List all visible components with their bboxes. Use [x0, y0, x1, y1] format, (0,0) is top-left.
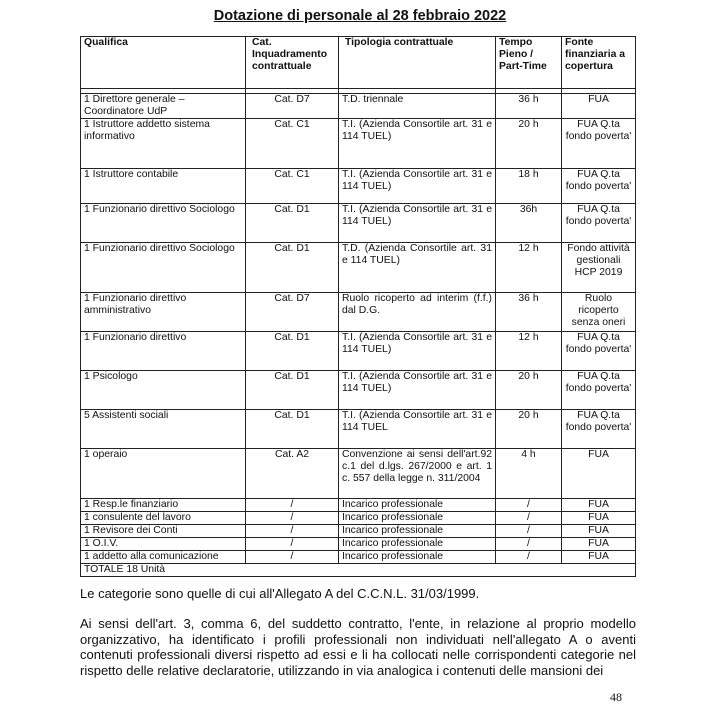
cell-fonte: FUA: [562, 94, 636, 119]
cell-fonte: FUA: [562, 512, 636, 525]
cell-tempo: 4 h: [496, 449, 562, 499]
table-row: [81, 94, 636, 119]
cell-tipologia: T.I. (Azienda Consortile art. 31 e 114 TUEL: [339, 410, 496, 449]
cell-categoria: Cat. C1: [246, 169, 339, 204]
table-row: [81, 449, 636, 499]
header-fonte: Fonte finanziaria a copertura: [562, 37, 636, 89]
table-row: [81, 119, 636, 169]
cell-tempo: /: [496, 512, 562, 525]
cell-categoria: Cat. A2: [246, 449, 339, 499]
cell-tipologia: T.I. (Azienda Consortile art. 31 e 114 TUEL): [339, 119, 496, 169]
cell-qualifica: 1 Psicologo: [81, 371, 246, 410]
cell-fonte: Ruolo ricoperto senza oneri: [562, 293, 636, 332]
cell-fonte: FUA Q.ta fondo poverta': [562, 119, 636, 169]
page-title: Dotazione di personale al 28 febbraio 2022: [213, 8, 507, 24]
total-cell: TOTALE 18 Unità: [81, 564, 636, 577]
cell-categoria: Cat. D7: [246, 293, 339, 332]
cell-tipologia: Incarico professionale: [339, 551, 496, 564]
table-row: [81, 525, 636, 538]
cell-fonte: FUA Q.ta fondo poverta': [562, 204, 636, 243]
header-categoria: Cat. Inquadramento contrattuale: [246, 37, 339, 89]
table-row: [81, 499, 636, 512]
cell-tempo: /: [496, 551, 562, 564]
cell-categoria: /: [246, 538, 339, 551]
cell-tempo: 36h: [496, 204, 562, 243]
header-tipologia: Tipologia contrattuale: [339, 37, 496, 89]
cell-tempo: /: [496, 538, 562, 551]
cell-tipologia: T.I. (Azienda Consortile art. 31 e 114 TUEL): [339, 332, 496, 371]
header-tempo: Tempo Pieno / Part-Time: [496, 37, 562, 89]
cell-qualifica: 1 O.I.V.: [81, 538, 246, 551]
cell-qualifica: 1 addetto alla comunicazione: [81, 551, 246, 564]
cell-fonte: FUA Q.ta fondo poverta': [562, 410, 636, 449]
page-number: 48: [610, 690, 622, 704]
cell-qualifica: 1 Direttore generale – Coordinatore UdP: [81, 94, 246, 119]
cell-categoria: Cat. C1: [246, 119, 339, 169]
cell-tempo: /: [496, 525, 562, 538]
cell-fonte: FUA Q.ta fondo poverta': [562, 371, 636, 410]
cell-fonte: FUA: [562, 449, 636, 499]
cell-qualifica: 1 operaio: [81, 449, 246, 499]
table-total-row: [81, 564, 636, 577]
cell-tipologia: T.I. (Azienda Consortile art. 31 e 114 TUEL): [339, 204, 496, 243]
cell-qualifica: 1 Revisore dei Conti: [81, 525, 246, 538]
table-header-row: [81, 37, 636, 89]
cell-tempo: 12 h: [496, 243, 562, 293]
cell-qualifica: 1 Funzionario direttivo Sociologo: [81, 243, 246, 293]
cell-fonte: FUA Q.ta fondo poverta': [562, 332, 636, 371]
cell-qualifica: 1 Funzionario direttivo amministrativo: [81, 293, 246, 332]
cell-qualifica: 1 Istruttore addetto sistema informativo: [81, 119, 246, 169]
cell-tempo: 20 h: [496, 410, 562, 449]
cell-categoria: /: [246, 551, 339, 564]
cell-fonte: FUA: [562, 538, 636, 551]
cell-tempo: 36 h: [496, 94, 562, 119]
cell-categoria: Cat. D1: [246, 410, 339, 449]
cell-categoria: Cat. D1: [246, 243, 339, 293]
cell-fonte: FUA: [562, 551, 636, 564]
cell-tempo: 20 h: [496, 119, 562, 169]
cell-fonte: FUA: [562, 499, 636, 512]
table-row: [81, 243, 636, 293]
cell-qualifica: 1 Funzionario direttivo Sociologo: [81, 204, 246, 243]
cell-qualifica: 1 Resp.le finanziario: [81, 499, 246, 512]
cell-tipologia: T.D. (Azienda Consortile art. 31 e 114 TUEL): [339, 243, 496, 293]
table-row: [81, 204, 636, 243]
cell-categoria: Cat. D1: [246, 332, 339, 371]
cell-categoria: /: [246, 512, 339, 525]
cell-tipologia: Convenzione ai sensi dell'art.92 c.1 del d.lgs. 267/2000 e art. 1 c. 557 della legge n. 311/2004: [339, 449, 496, 499]
table-row: [81, 332, 636, 371]
cell-qualifica: 1 Funzionario direttivo: [81, 332, 246, 371]
cell-tipologia: Incarico professionale: [339, 512, 496, 525]
cell-categoria: /: [246, 499, 339, 512]
cell-fonte: FUA: [562, 525, 636, 538]
cell-tempo: 20 h: [496, 371, 562, 410]
cell-tempo: 18 h: [496, 169, 562, 204]
cell-fonte: Fondo attività gestionali HCP 2019: [562, 243, 636, 293]
table-row: [81, 169, 636, 204]
header-qualifica: Qualifica: [81, 37, 246, 89]
paragraph-categorie: Le categorie sono quelle di cui all'Allegato A del C.C.N.L. 31/03/1999.: [80, 586, 480, 601]
cell-categoria: Cat. D1: [246, 371, 339, 410]
cell-qualifica: 1 Istruttore contabile: [81, 169, 246, 204]
cell-categoria: Cat. D1: [246, 204, 339, 243]
table-row: [81, 551, 636, 564]
cell-tipologia: Ruolo ricoperto ad interim (f.f.) dal D.G.: [339, 293, 496, 332]
personnel-table: [80, 36, 636, 577]
cell-tempo: /: [496, 499, 562, 512]
cell-tempo: 12 h: [496, 332, 562, 371]
table-row: [81, 512, 636, 525]
table-row: [81, 371, 636, 410]
cell-fonte: FUA Q.ta fondo poverta': [562, 169, 636, 204]
table-row: [81, 538, 636, 551]
cell-tipologia: T.I. (Azienda Consortile art. 31 e 114 TUEL): [339, 371, 496, 410]
table-row: [81, 410, 636, 449]
cell-tipologia: T.D. triennale: [339, 94, 496, 119]
cell-categoria: Cat. D7: [246, 94, 339, 119]
cell-tipologia: T.I. (Azienda Consortile art. 31 e 114 TUEL): [339, 169, 496, 204]
cell-qualifica: 5 Assistenti sociali: [81, 410, 246, 449]
cell-tipologia: Incarico professionale: [339, 499, 496, 512]
cell-tipologia: Incarico professionale: [339, 525, 496, 538]
cell-qualifica: 1 consulente del lavoro: [81, 512, 246, 525]
cell-categoria: /: [246, 525, 339, 538]
cell-tempo: 36 h: [496, 293, 562, 332]
paragraph-art3: Ai sensi dell'art. 3, comma 6, del suddetto contratto, l'ente, in relazione al proprio modello organizzativo, ha identificato i profili professionali non individuati nell'allegato A o aventi contenuti professionali diversi rispetto ad essi e li ha collocati nelle corrispondenti categorie nel rispetto delle relative declaratorie, utilizzando in via analogica i contenuti delle mansioni dei: [80, 616, 636, 678]
cell-tipologia: Incarico professionale: [339, 538, 496, 551]
table-row: [81, 293, 636, 332]
